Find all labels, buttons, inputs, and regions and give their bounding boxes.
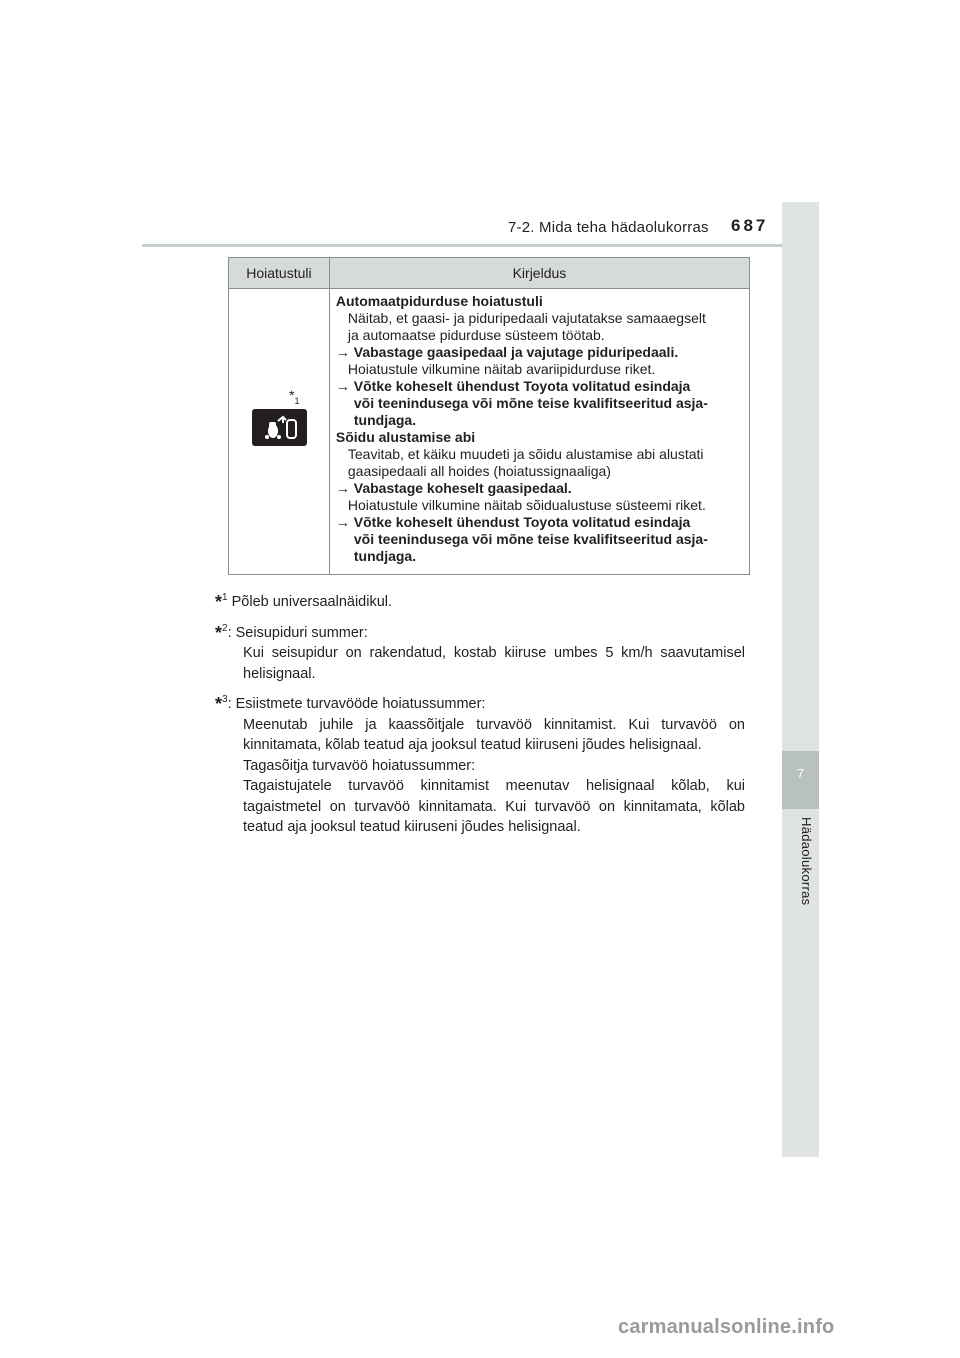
footnote-1 (215, 588, 745, 613)
footnote-body: Kui seisupidur on rakendatud, kostab kiiruse umbes 5 km/h saavutamisel helisignaal. (243, 645, 745, 682)
description-text: Hoiatustule vilkumine näitab avariipidurduse riket. (347, 361, 656, 377)
chapter-label: Hädaolukorras (799, 817, 814, 906)
description-action: → Võtke koheselt ühendust Toyota volitatud esindaja (335, 514, 691, 530)
footnote-2 (215, 619, 745, 685)
warning-light-cell (229, 289, 330, 575)
footnote-text: Põleb universaalnäidikul. (227, 594, 393, 610)
description-text: Teavitab, et käiku muudeti ja sõidu alustamise abi alustati (347, 446, 704, 462)
section-title: 7-2. Mida teha hädaolukorras (508, 219, 709, 236)
description-text: ja automaatse pidurduse süsteem töötab. (347, 327, 605, 343)
description-action: → Vabastage koheselt gaasipedaal. (335, 480, 572, 496)
chapter-number: 7 (796, 766, 805, 781)
description-action: või teenindusega või mõne teise kvalifitseeritud asja- (353, 531, 708, 547)
table-header-row (229, 258, 750, 289)
description-title: Automaatpidurduse hoiatustuli (335, 293, 543, 309)
description-action: tundjaga. (353, 548, 417, 564)
footnote-mark: * (215, 694, 223, 714)
description-action: → Vabastage gaasipedaal ja vajutage piduripedaali. (335, 344, 679, 360)
footnote-text: : Esiistmete turvavööde hoiatussummer: (227, 696, 486, 712)
column-header-description: Kirjeldus (329, 258, 749, 289)
header-divider (142, 244, 818, 247)
footnote-number: 3 (222, 694, 228, 705)
warning-light-table (228, 257, 750, 575)
description-action: → Võtke koheselt ühendust Toyota volitatud esindaja (335, 378, 691, 394)
watermark: carmanualsonline.info (618, 1316, 835, 1338)
footnote-mark: * (215, 592, 223, 612)
footnote-body: Tagasõitja turvavöö hoiatussummer: (243, 757, 476, 774)
footnote-body: Tagaistujatele turvavöö kinnitamist meenutav helisignaal kõlab, kui tagaistmetel on turvavöö kinnitamata. Kui turvavöö on kinnitamata, kõlab teatud aja jooksul teatud kiiruseni jõudes helisignaal. (243, 778, 745, 835)
chapter-side-tab (782, 202, 819, 1157)
warning-description-cell (329, 289, 749, 575)
footnote-number: 2 (222, 622, 228, 634)
description-action: või teenindusega või mõne teise kvalifitseeritud asja- (353, 395, 708, 411)
description-title: Sõidu alustamise abi (335, 429, 476, 445)
description-text: Hoiatustule vilkumine näitab sõidualustuse süsteemi riket. (347, 497, 706, 513)
footnote-mark: * (215, 622, 223, 643)
description-text: gaasipedaali all hoides (hoiatussignaaliga) (347, 463, 611, 479)
table-row (229, 289, 750, 575)
footnote-text: : Seisupiduri summer: (227, 624, 368, 641)
footnote-3 (215, 690, 745, 838)
description-action: tundjaga. (353, 412, 417, 428)
footnotes (215, 588, 745, 844)
footnote-number: 1 (222, 592, 228, 603)
page-number: 687 (731, 216, 769, 235)
footnote-reference: $*_1$ (289, 387, 300, 406)
column-header-light: Hoiatustuli (229, 258, 330, 289)
description-text: Näitab, et gaasi- ja piduripedaali vajutatakse samaaegselt (347, 310, 706, 326)
pre-collision-brake-warning-icon (252, 409, 307, 446)
footnote-body: Meenutab juhile ja kaassõitjale turvavöö kinnitamist. Kui turvavöö on kinnitamata, kõlab teatud aja jooksul teatud kiiruseni jõudes helisignaal. (243, 716, 745, 753)
